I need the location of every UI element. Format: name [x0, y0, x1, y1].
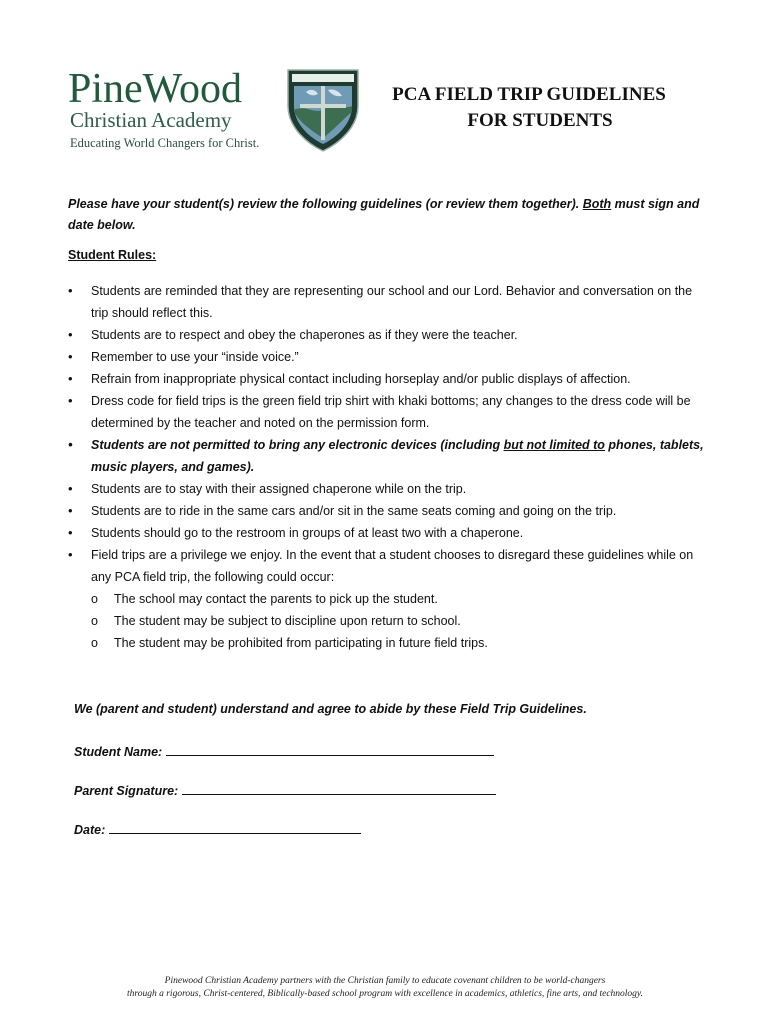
rules-list	[68, 280, 708, 654]
date-field[interactable]	[109, 819, 361, 834]
title-line-1: PCA FIELD TRIP GUIDELINES	[392, 84, 666, 105]
logo-subtitle: Christian Academy	[70, 108, 232, 132]
title-line-2: FOR STUDENTS	[467, 110, 613, 131]
consequence-item: o The school may contact the parents to pick up the student.	[91, 588, 708, 610]
agreement-statement: We (parent and student) understand and agree to abide by these Field Trip Guidelines.	[74, 702, 587, 716]
consequence-item: o The student may be subject to discipline upon return to school.	[91, 610, 708, 632]
electronics-text-1: Students are not permitted to bring any electronic devices (including	[91, 438, 504, 452]
rule-item: • Dress code for field trips is the green field trip shirt with khaki bottoms; any changes to the dress code will be determined by the teacher and noted on the permission form.	[68, 390, 708, 434]
electronics-emphasis: but not limited to	[503, 438, 605, 452]
rule-item: • Students are to stay with their assigned chaperone while on the trip.	[68, 478, 708, 500]
rule-item: • Students are to respect and obey the chaperones as if they were the teacher.	[68, 324, 708, 346]
logo-name: PineWood	[68, 66, 242, 112]
rule-item-privilege	[68, 544, 708, 654]
page-title	[380, 82, 700, 134]
footer-line-2: through a rigorous, Christ-centered, Biblically-based school program with excellence in academics, athletics, fine arts, and technology.	[127, 989, 643, 999]
intro-emphasis: Both	[582, 197, 612, 211]
student-name-field[interactable]	[166, 741, 494, 756]
rule-item-electronics	[68, 434, 708, 478]
parent-signature-field[interactable]	[182, 780, 496, 795]
date-row	[74, 819, 361, 837]
rule-item: • Students should go to the restroom in groups of at least two with a chaperone.	[68, 522, 708, 544]
rule-item: • Students are reminded that they are representing our school and our Lord. Behavior and conversation on the trip should reflect this.	[68, 280, 708, 324]
date-label: Date:	[74, 823, 106, 837]
student-name-row	[74, 741, 494, 759]
intro-paragraph	[68, 194, 718, 236]
intro-text-2: must sign and date below.	[68, 197, 700, 232]
student-name-label: Student Name:	[74, 745, 163, 759]
privilege-text: Field trips are a privilege we enjoy. In the event that a student chooses to disregard these guidelines while on any PCA field trip, the following could occur:	[91, 548, 694, 584]
rule-item: • Remember to use your “inside voice.”	[68, 346, 708, 368]
parent-signature-row	[74, 780, 496, 798]
parent-signature-label: Parent Signature:	[74, 784, 179, 798]
consequences-list	[91, 588, 708, 654]
footer	[0, 975, 770, 1001]
intro-text-1: Please have your student(s) review the following guidelines (or review them together).	[68, 197, 583, 211]
school-crest-icon	[286, 66, 360, 152]
logo-tagline: Educating World Changers for Christ.	[70, 136, 260, 150]
electronics-text-2: phones, tablets, music players, and games).	[91, 438, 704, 474]
rule-item: • Students are to ride in the same cars and/or sit in the same seats coming and going on the trip.	[68, 500, 708, 522]
rule-item: • Refrain from inappropriate physical contact including horseplay and/or public displays of affection.	[68, 368, 708, 390]
consequence-item: o The student may be prohibited from participating in future field trips.	[91, 632, 708, 654]
rules-heading: Student Rules:	[68, 248, 157, 262]
footer-line-1: Pinewood Christian Academy partners with the Christian family to educate covenant children to be world-changers	[164, 976, 606, 986]
